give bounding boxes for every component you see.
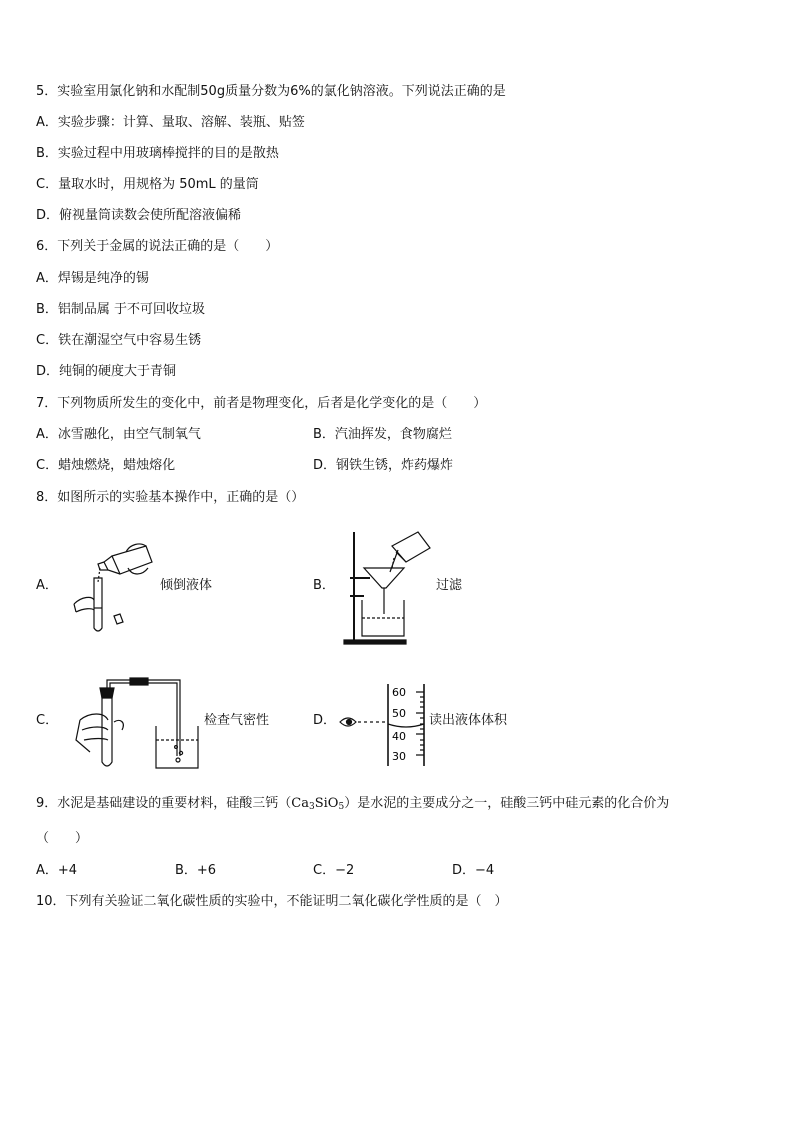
q5-option-d: D．俯视量筒读数会使所配溶液偏稀 bbox=[36, 208, 242, 223]
q9-option-b: B．+6 bbox=[175, 863, 217, 878]
q8-option-c-caption: 检查气密性 bbox=[204, 713, 270, 728]
q8-option-a-letter: A． bbox=[36, 578, 58, 593]
formula-sio: SiO bbox=[314, 796, 339, 811]
q9-blank: （ ） bbox=[36, 831, 89, 846]
q6-stem: 6．下列关于金属的说法正确的是（ ） bbox=[36, 239, 279, 254]
filtration-figure bbox=[340, 528, 436, 648]
formula-o-subscript: 5 bbox=[338, 802, 345, 812]
q7-option-a: A．冰雪融化，由空气制氧气 bbox=[36, 427, 201, 442]
q8-option-b-letter: B． bbox=[313, 578, 335, 593]
q9-stem-before: 9．水泥是基础建设的重要材料，硅酸三钙（ bbox=[36, 796, 292, 811]
q6-option-b: B．铝制品属 于不可回收垃圾 bbox=[36, 302, 206, 317]
q7-option-d: D．钢铁生锈，炸药爆炸 bbox=[313, 458, 454, 473]
pouring-liquid-figure bbox=[68, 538, 158, 636]
q8-option-c-letter: C． bbox=[36, 713, 59, 728]
q8-stem: 8．如图所示的实验基本操作中，正确的是（） bbox=[36, 490, 305, 505]
q9-stem bbox=[36, 795, 669, 816]
q9-formula bbox=[291, 796, 344, 811]
q8-option-a-caption: 倾倒液体 bbox=[160, 578, 213, 593]
q6-option-d: D．纯铜的硬度大于青铜 bbox=[36, 364, 177, 379]
cylinder-tick-40: 40 bbox=[392, 730, 406, 743]
formula-ca: Ca bbox=[291, 796, 309, 811]
q5-stem: 5．实验室用氯化钠和水配制50g质量分数为6%的氯化钠溶液。下列说法正确的是 bbox=[36, 84, 506, 99]
q6-option-c: C．铁在潮湿空气中容易生锈 bbox=[36, 333, 202, 348]
q8-option-d-letter: D． bbox=[313, 713, 337, 728]
q6-option-a: A．焊锡是纯净的锡 bbox=[36, 271, 149, 286]
q8-option-d-caption: 读出液体体积 bbox=[429, 713, 508, 728]
q5-option-a: A．实验步骤：计算、量取、溶解、装瓶、贴签 bbox=[36, 115, 305, 130]
cylinder-tick-30: 30 bbox=[392, 750, 406, 763]
q7-option-b: B．汽油挥发，食物腐烂 bbox=[313, 427, 452, 442]
cylinder-reading-figure bbox=[336, 682, 426, 768]
q10-stem: 10．下列有关验证二氧化碳性质的实验中，不能证明二氧化碳化学性质的是（ ） bbox=[36, 894, 508, 909]
formula-ca-subscript: 3 bbox=[308, 802, 315, 812]
q9-stem-after: ）是水泥的主要成分之一，硅酸三钙中硅元素的化合价为 bbox=[344, 796, 670, 811]
q7-option-c: C．蜡烛燃烧，蜡烛熔化 bbox=[36, 458, 176, 473]
q5-option-b: B．实验过程中用玻璃棒搅拌的目的是散热 bbox=[36, 146, 279, 161]
cylinder-tick-60: 60 bbox=[392, 686, 406, 699]
q8-option-b-caption: 过滤 bbox=[436, 578, 463, 593]
q5-option-c: C．量取水时，用规格为 50mL 的量筒 bbox=[36, 177, 259, 192]
q9-option-d: D．−4 bbox=[452, 863, 495, 878]
q7-stem: 7．下列物质所发生的变化中，前者是物理变化，后者是化学变化的是（ ） bbox=[36, 396, 487, 411]
airtightness-check-figure bbox=[70, 676, 200, 772]
cylinder-tick-50: 50 bbox=[392, 707, 406, 720]
q9-option-a: A．+4 bbox=[36, 863, 78, 878]
q9-option-c: C．−2 bbox=[313, 863, 355, 878]
